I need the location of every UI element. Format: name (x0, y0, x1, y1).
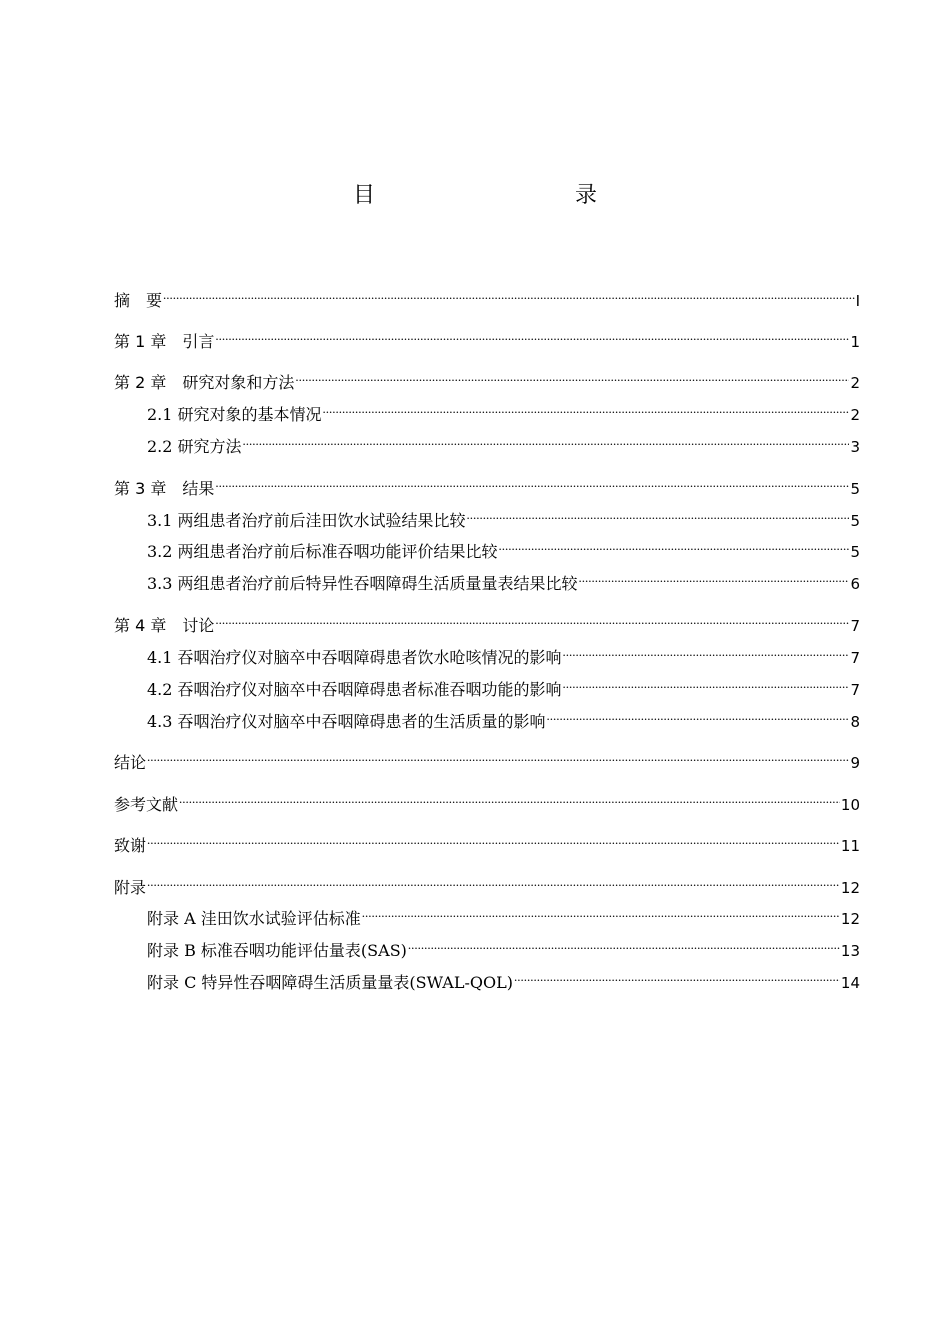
toc-entry-label: 3.3 两组患者治疗前后特异性吞咽障碍生活质量量表结果比较 (147, 574, 578, 593)
dot-leader (579, 565, 850, 589)
toc-entry-label: 附录 C 特异性吞咽障碍生活质量量表(SWAL-QOL) (147, 973, 513, 992)
dot-leader (147, 869, 840, 893)
toc-entry-section-4-1[interactable] (114, 639, 860, 667)
toc-entry-chapter-4[interactable] (114, 607, 860, 635)
toc-entry-chapter-1[interactable] (114, 323, 860, 351)
toc-page-number: 8 (850, 713, 860, 731)
toc-entry-label: 第 3 章 结果 (114, 479, 215, 498)
dot-leader (323, 396, 850, 420)
toc-page-number: 13 (840, 942, 860, 960)
dot-leader (408, 932, 840, 956)
toc-page-number: 1 (850, 333, 860, 351)
dot-leader (563, 671, 850, 695)
dot-leader (514, 964, 840, 988)
toc-entry-label: 3.2 两组患者治疗前后标准吞咽功能评价结果比较 (147, 542, 498, 561)
toc-entry-chapter-2[interactable] (114, 364, 860, 392)
toc-entry-label: 第 4 章 讨论 (114, 616, 215, 635)
toc-entry-label: 4.2 吞咽治疗仪对脑卒中吞咽障碍患者标准吞咽功能的影响 (147, 680, 562, 699)
toc-entry-label: 第 2 章 研究对象和方法 (114, 373, 295, 392)
toc-entry-label: 4.1 吞咽治疗仪对脑卒中吞咽障碍患者饮水呛咳情况的影响 (147, 648, 562, 667)
toc-entry-conclusion[interactable] (114, 744, 860, 772)
toc-entry-appendix-b[interactable] (114, 932, 860, 960)
dot-leader (147, 744, 849, 768)
toc-entry-chapter-3[interactable] (114, 470, 860, 498)
toc-entry-label: 参考文献 (114, 795, 179, 814)
page-title: 目 录 (352, 183, 649, 208)
toc-page-number: 7 (850, 617, 860, 635)
toc-entry-label: 致谢 (114, 836, 147, 855)
toc-entry-label: 3.1 两组患者治疗前后洼田饮水试验结果比较 (147, 511, 466, 530)
toc-page-number: 3 (850, 438, 860, 456)
toc-page-number: 10 (840, 796, 860, 814)
toc-entry-section-4-2[interactable] (114, 671, 860, 699)
dot-leader (215, 607, 849, 631)
toc-entry-section-3-3[interactable] (114, 565, 860, 593)
toc-page-number: 5 (850, 480, 860, 498)
toc-entry-label: 附录 A 洼田饮水试验评估标准 (147, 909, 361, 928)
toc-entry-abstract[interactable] (114, 282, 860, 310)
dot-leader (467, 502, 850, 526)
toc-page-number: 5 (850, 512, 860, 530)
toc-page-number: 2 (850, 406, 860, 424)
dot-leader (163, 282, 855, 306)
toc-entry-section-4-3[interactable] (114, 703, 860, 731)
dot-leader (547, 703, 850, 727)
toc-entry-appendix-a[interactable] (114, 900, 860, 928)
toc-entry-references[interactable] (114, 786, 860, 814)
toc-entry-section-2-2[interactable] (114, 428, 860, 456)
dot-leader (563, 639, 850, 663)
dot-leader (243, 428, 850, 452)
toc-entry-label: 4.3 吞咽治疗仪对脑卒中吞咽障碍患者的生活质量的影响 (147, 712, 546, 731)
dot-leader (179, 786, 840, 810)
dot-leader (147, 827, 840, 851)
toc-entry-section-2-1[interactable] (114, 396, 860, 424)
toc-page-number: 12 (840, 879, 860, 897)
toc-page-number: I (855, 292, 860, 310)
toc-page-number: 6 (850, 575, 860, 593)
toc-entry-label: 第 1 章 引言 (114, 332, 215, 351)
dot-leader (295, 364, 849, 388)
toc-page-number: 9 (850, 754, 860, 772)
toc-entry-section-3-1[interactable] (114, 502, 860, 530)
toc-page-number: 11 (840, 837, 860, 855)
toc-entry-label: 2.2 研究方法 (147, 437, 242, 456)
dot-leader (215, 470, 849, 494)
toc-page-number: 2 (850, 374, 860, 392)
toc-entry-label: 2.1 研究对象的基本情况 (147, 405, 322, 424)
toc-page-number: 7 (850, 681, 860, 699)
toc-page-number: 7 (850, 649, 860, 667)
toc-entry-appendix-c[interactable] (114, 964, 860, 992)
dot-leader (215, 323, 849, 347)
dot-leader (499, 533, 850, 557)
toc-entry-label: 附录 B 标准吞咽功能评估量表(SAS) (147, 941, 407, 960)
dot-leader (362, 900, 840, 924)
toc-entry-section-3-2[interactable] (114, 533, 860, 561)
toc-page-number: 14 (840, 974, 860, 992)
toc-page-number: 12 (840, 910, 860, 928)
toc-page-number: 5 (850, 543, 860, 561)
toc-entry-label: 摘 要 (114, 291, 163, 310)
toc-entry-acknowledgement[interactable] (114, 827, 860, 855)
toc-entry-label: 结论 (114, 753, 147, 772)
toc-entry-label: 附录 (114, 878, 147, 897)
toc-entry-appendix[interactable] (114, 869, 860, 897)
